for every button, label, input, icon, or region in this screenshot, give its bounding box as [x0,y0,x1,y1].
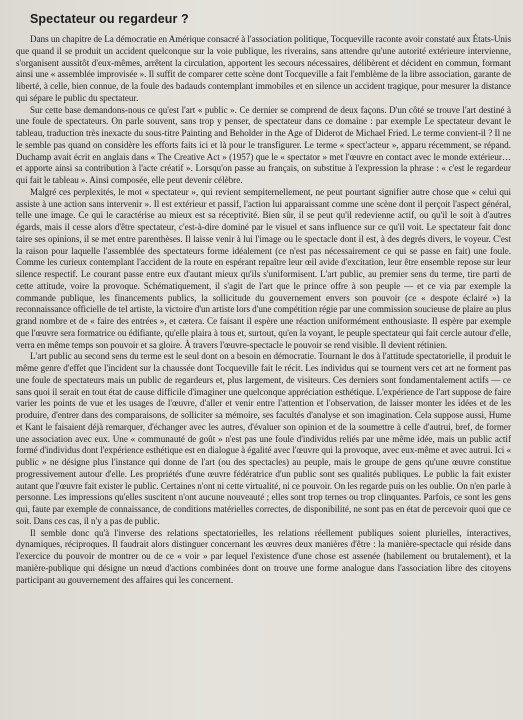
paragraph-1: Dans un chapitre de La démocratie en Amérique consacré à l'association politique, Tocqueville raconte avoir constaté aux États-Unis que quand il se produit un accident quelconque sur la voie publique, les riverains, sans attendre qu'une autorité extérieure intervienne, s'organisent aussitôt d'eux-mêmes, arrêtent la circulation, apportent les secours nécessaires, délibèrent et décident en commun, formant ainsi une « assemblée improvisée ». Il suffit de comparer cette scène dont Tocqueville a fait l'emblème de la libre association, garante de liberté, à celle, bien connue, de la foule des badauds contemplant immobiles et en silence un accident tragique, pour mesurer la distance qui sépare le public du spectateur. [16,34,511,103]
paragraph-5: Il semble donc qu'à l'inverse des relations spectatorielles, les relations réellement publiques soient plurielles, interactives, dynamiques, réciproques. Il faudrait alors distinguer concernant les œuvres deux manières d'être : la manière-spectacle qui réside dans l'exercice du pouvoir de montrer ou de ce « voir » par lequel l'existence d'une chose est assenée (habilement ou brutalement), et la manière-publique qui désigne un nœud d'actions combinées dont on trouve une forme analogue dans l'association libre des citoyens participant au gouvernement des affaires qui les concernent. [16,527,511,585]
paragraph-3: Malgré ces perplexités, le mot « spectateur », qui revient sempiternellement, ne peut pourtant signifier autre chose que « celui qui assiste à une action sans intervenir ». Il est extérieur et passif, l'action lui apparaissant comme une scène dont il perçoit l'aspect général, telle une image. Ce qui le caractérise au mieux est sa réceptivité. Bien sûr, il se peut qu'il redevienne actif, ou qu'il le soit à d'autres égards, mais il cesse alors d'être spectateur, c'est-à-dire dominé par le visuel et sans influence sur ce qu'il voit. Le spectateur fait donc taire ses opinions, il se met entre parenthèses. Il laisse venir à lui l'image ou le spectacle dont il est, à des degrés divers, le voyeur. C'est la raison pour laquelle l'assemblée des spectateurs forme idéalement (ce n'est pas nécessairement ce qui se passe en fait) une foule. Comme les curieux contemplant l'accident de la route en espérant repaître leur œil avide d'excitation, leur être ensemble repose sur leur silence respectif. Le courant passe entre eux d'autant mieux qu'ils s'uniformisent. L'art public, au premier sens du terme, tire parti de cette attitude, voire la provoque. Schématiquement, il s'agit de l'art que le prince offre à son peuple — et ce via par exemple la commande publique, les financements publics, la sollicitude du gouvernement envers son pouvoir (ce « despote éclairé ») la reconnaissance officielle de tel artiste, la victoire d'un artiste lors d'une compétition régie par une commission soucieuse de plaire au plus grand nombre et de « faire des entrées », et cætera. Ce faisant il espère une réaction uniformément enthousiaste. Il espère par exemple que l'œuvre sera formatrice ou édifiante, qu'elle plaira à tous et, surtout, qu'en la voyant, le peuple spectateur qui fait cercle autour d'elle, verra en même temps son pouvoir et sa gloire. À travers l'œuvre-spectacle le pouvoir se rend visible. Il devient rétinien. [16,186,511,350]
document-body [16,34,511,586]
document-title: Spectateur ou regardeur ? [30,12,189,26]
paragraph-2: Sur cette base demandons-nous ce qu'est l'art « public ». Ce dernier se comprend de deux façons. D'un côté se trouve l'art destiné à une foule de spectateurs. On parle souvent, sans trop y penser, de spectateur dans ce domaine : par exemple Le spectateur devant le tableau, traduction très inexacte du sous-titre Painting and Beholder in the Age of Diderot de Michael Fried. Le terme convient-il ? Il ne le semble pas quand on considère les efforts faits ici et là pour le transfigurer. Le terme « spect'acteur », apparu récemment, se répand. Duchamp avait écrit en anglais dans « The Creative Act » (1957) que le « spectator » met l'œuvre en contact avec le monde extérieur… et apporte ainsi sa contribution à l'acte créatif ». Lorsqu'on passe au français, on substitue à l'expression la phrase : « c'est le regardeur qui fait le tableau ». Ainsi composée, elle peut devenir célèbre. [16,104,511,185]
paragraph-4: L'art public au second sens du terme est le seul dont on a besoin en démocratie. Tournant le dos à l'attitude spectatorielle, il produit le même genre d'effet que l'incident sur la chaussée dont Tocqueville fait le récit. Les individus qui se tournent vers cet art ne forment pas une foule de spectateurs mais un public de regardeurs et, plus largement, de visiteurs. Ces derniers sont fondamentalement actifs — ce sans quoi il serait en tout état de cause difficile d'imaginer une quelconque appréciation esthétique. L'expérience de l'art suppose de faire varier les points de vue et les usages de l'œuvre, d'aller et venir entre l'attention et l'observation, de laisser monter les idées et de les produire, d'entrer dans des comparaisons, de solliciter sa mémoire, ses facultés d'analyse et son imagination. Cela suppose aussi, Hume et Kant le faisaient déjà remarquer, d'échanger avec les autres, d'évaluer son opinion et de la soumettre à celle d'autrui, bref, de former une association avec eux. Une « communauté de goût » n'est pas une foule d'individus reliés par une même idée, mais un public actif formé d'individus dont l'expérience esthétique est en dialogue à égalité avec l'œuvre qui la provoque, avec eux-même et avec autrui. Ici « public » ne désigne plus l'instance qui donne de l'art (ou des spectacles) au peuple, mais le groupe de gens qu'une œuvre constitue progressivement autour d'elle. Les propriétés d'une œuvre fédératrice d'un public sont ses qualités publiques. Le public la fait exister autant que l'œuvre fait exister le public. Certaines n'ont ni cette virtualité, ni ce pouvoir. On les regarde puis on les oublie. On n'en parle à personne. Les impressions qu'elles suscitent n'ont aucune nouveauté ; elles sont trop ternes ou trop clinquantes. Parfois, ce sont les gens qui, faute par exemple de connaissance, de conditions matérielles correctes, de disponibilité, ne sont pas en état de percevoir quoi que ce soit. Dans ces cas, il n'y a pas de public. [16,351,511,526]
